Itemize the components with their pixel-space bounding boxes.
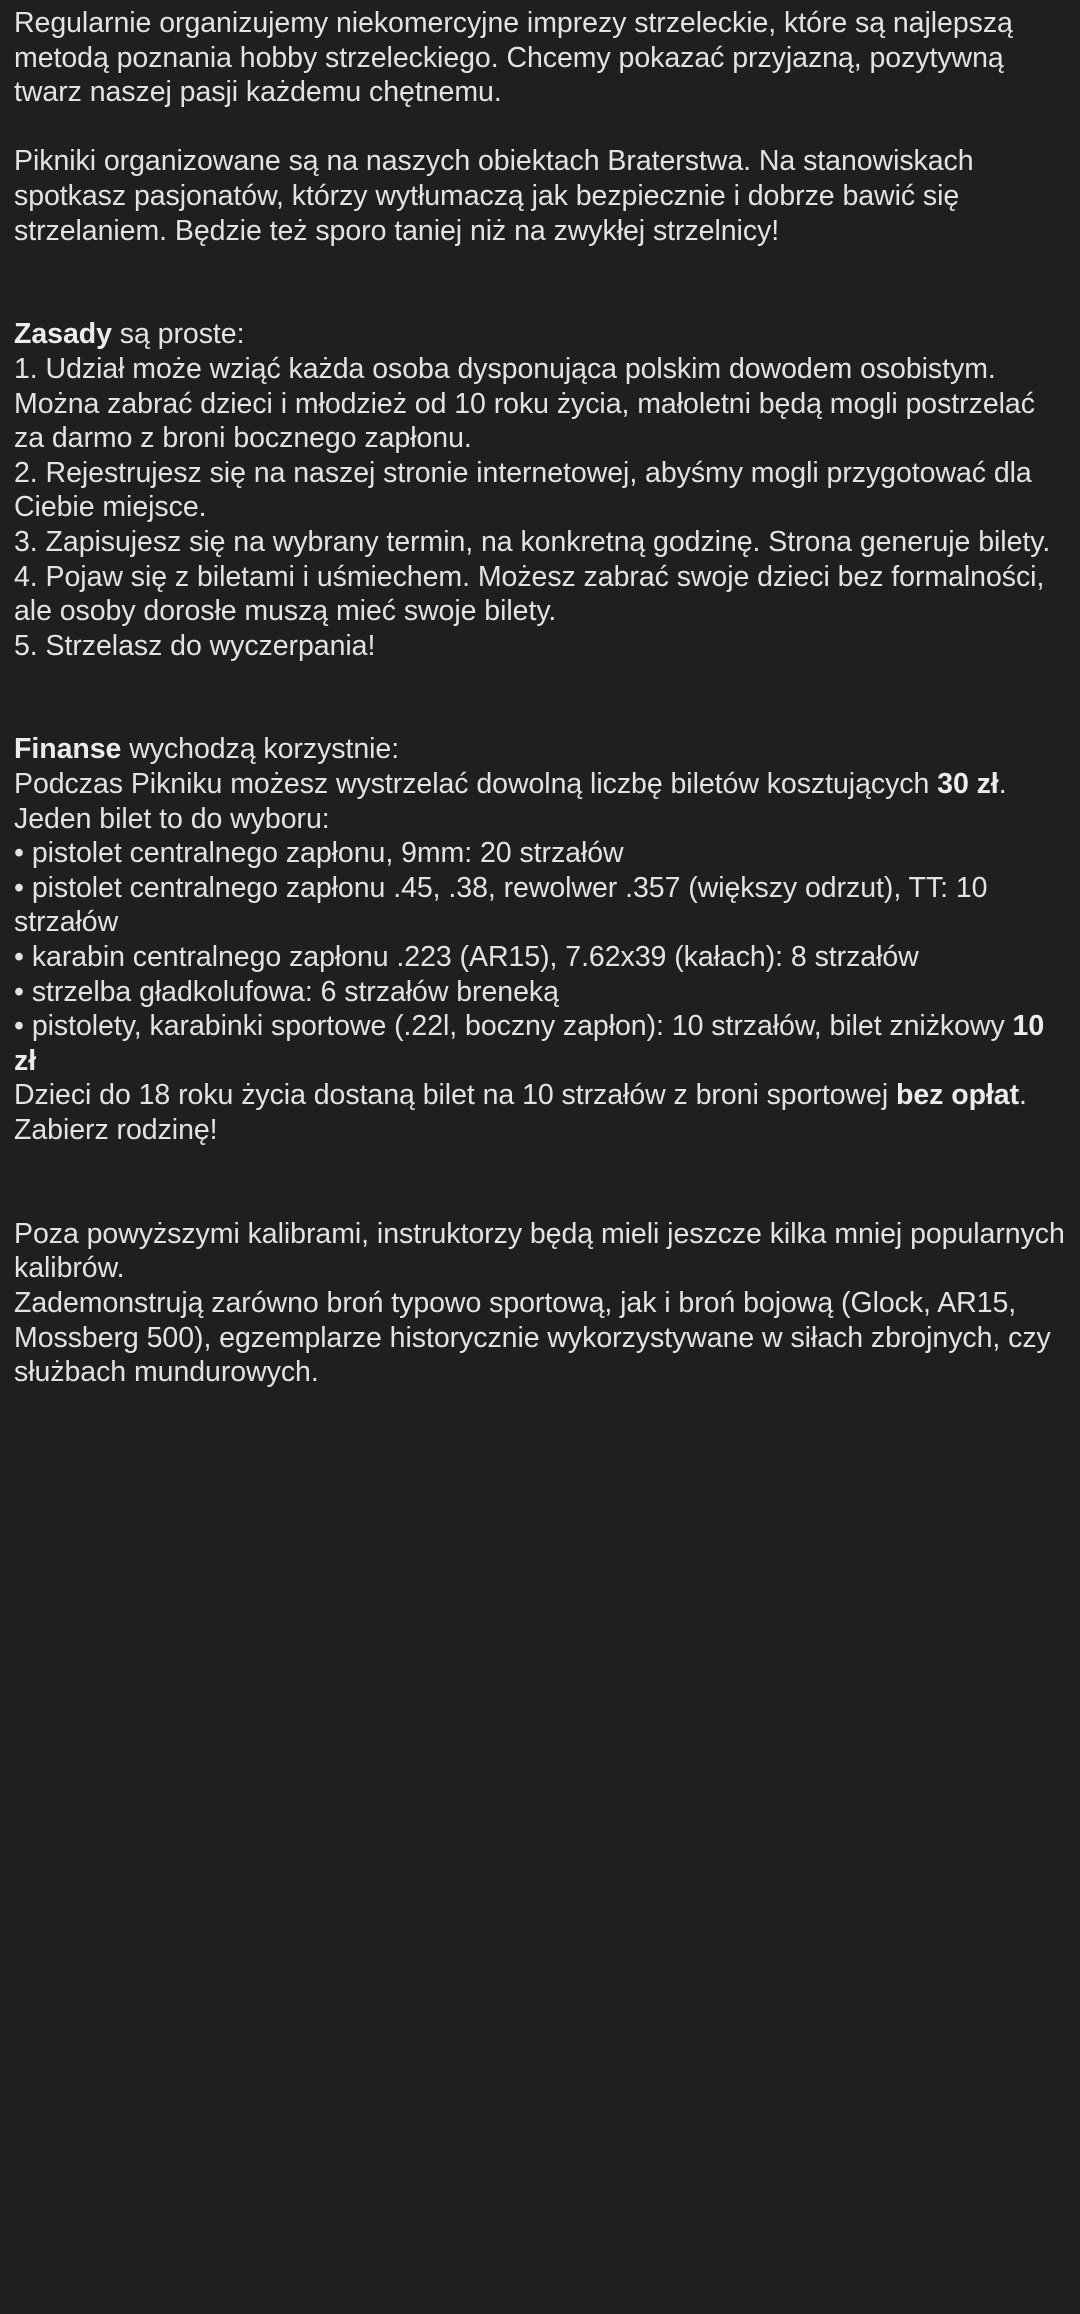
ticket-option-1 <box>14 836 1066 871</box>
ticket-option-3 <box>14 940 1066 975</box>
spacer-line <box>14 663 1066 698</box>
ticket-price-pre: Podczas Pikniku możesz wystrzelać dowolną liczbę biletów kosztujących <box>14 768 938 801</box>
heading-finanse-rest: wychodzą korzystnie: <box>121 733 400 766</box>
paragraph-other-calibers: Poza powyższymi kalibrami, instruktorzy będą mieli jeszcze kilka mniej popularnych kalibrów. <box>14 1217 1065 1285</box>
spacer-line <box>14 248 1066 283</box>
rule-item-1: 1. Udział może wziąć każda osoba dysponująca polskim dowodem osobistym. Można zabrać dzieci i młodzież od 10 roku życia, małoletni będą mogli postrzelać za darmo z broni bocznego zapłonu. <box>14 352 1035 455</box>
rule-item-2: 2. Rejestrujesz się na naszej stronie internetowej, abyśmy mogli przygotować dla Ciebie miejsce. <box>14 456 1032 524</box>
ticket-option-2-label: pistolet centralnego zapłonu .45, .38, rewolwer .357 (większy odrzut), TT: 10 strzałów <box>14 871 988 939</box>
ticket-option-4 <box>14 975 1066 1010</box>
rule-item-3: 3. Zapisujesz się na wybrany termin, na konkretną godzinę. Strona generuje bilety. <box>14 525 1051 558</box>
paragraph-children-free <box>14 1078 1066 1147</box>
spacer-line <box>14 283 1066 318</box>
rule-item-4: 4. Pojaw się z biletami i uśmiechem. Możesz zabrać swoje dzieci bez formalności, ale osoby dorosłe muszą mieć swoje bilety. <box>14 560 1045 628</box>
ticket-option-3-label: karabin centralnego zapłonu .223 (AR15), 7.62x39 (kałach): 8 strzałów <box>31 941 919 974</box>
bullet-icon: • <box>14 871 24 904</box>
heading-finanse-bold: Finanse <box>14 733 122 766</box>
ticket-option-5 <box>14 1009 1066 1078</box>
paragraph-pikniki: Pikniki organizowane są na naszych obiektach Braterstwa. Na stanowiskach spotkasz pasjonatów, którzy wytłumaczą jak bezpiecznie i dobrze bawić się strzelaniem. Będzie też sporo taniej niż na zwykłej strzelnicy! <box>14 145 974 247</box>
ticket-price-amount: 30 zł <box>937 768 999 801</box>
spacer-line <box>14 1148 1066 1183</box>
ticket-option-5-discount: 10 zł <box>14 1010 1045 1077</box>
heading-zasady-rest: są proste: <box>111 318 245 351</box>
heading-finanse <box>14 732 1066 767</box>
spacer-line <box>14 1182 1066 1217</box>
spacer-line <box>14 110 1066 145</box>
rule-item-5: 5. Strzelasz do wyczerpania! <box>14 629 376 662</box>
children-free-bold: bez opłat <box>895 1079 1020 1112</box>
heading-zasady <box>14 317 1066 352</box>
children-free-pre: Dzieci do 18 roku życia dostaną bilet na 10 strzałów z broni sportowej <box>14 1079 896 1112</box>
bullet-icon: • <box>14 837 24 870</box>
ticket-option-5-label: pistolety, karabinki sportowe (.22l, boczny zapłon): 10 strzałów, bilet zniżkowy <box>31 1010 1013 1043</box>
ticket-price-post: . Jeden bilet to do wyboru: <box>14 768 1007 835</box>
bullet-icon: • <box>14 975 24 1008</box>
paragraph-intro: Regularnie organizujemy niekomercyjne imprezy strzeleckie, które są najlepszą metodą poznania hobby strzeleckiego. Chcemy pokazać przyjazną, pozytywną twarz naszej pasji każdemu chętnemu. <box>14 7 1013 109</box>
bullet-icon: • <box>14 1010 24 1043</box>
ticket-option-4-label: strzelba gładkolufowa: 6 strzałów breneką <box>31 975 559 1008</box>
paragraph-ticket-price <box>14 767 1066 836</box>
spacer-line <box>14 698 1066 733</box>
bullet-icon: • <box>14 941 24 974</box>
ticket-option-1-label: pistolet centralnego zapłonu, 9mm: 20 strzałów <box>31 837 624 870</box>
children-free-post: . Zabierz rodzinę! <box>14 1079 1027 1146</box>
paragraph-demonstration: Zademonstrują zarówno broń typowo sportową, jak i broń bojową (Glock, AR15, Mossberg 500), egzemplarze historycznie wykorzystywane w siłach zbrojnych, czy służbach mundurowych. <box>14 1286 1051 1389</box>
ticket-option-2 <box>14 871 1066 940</box>
heading-zasady-bold: Zasady <box>14 318 112 351</box>
